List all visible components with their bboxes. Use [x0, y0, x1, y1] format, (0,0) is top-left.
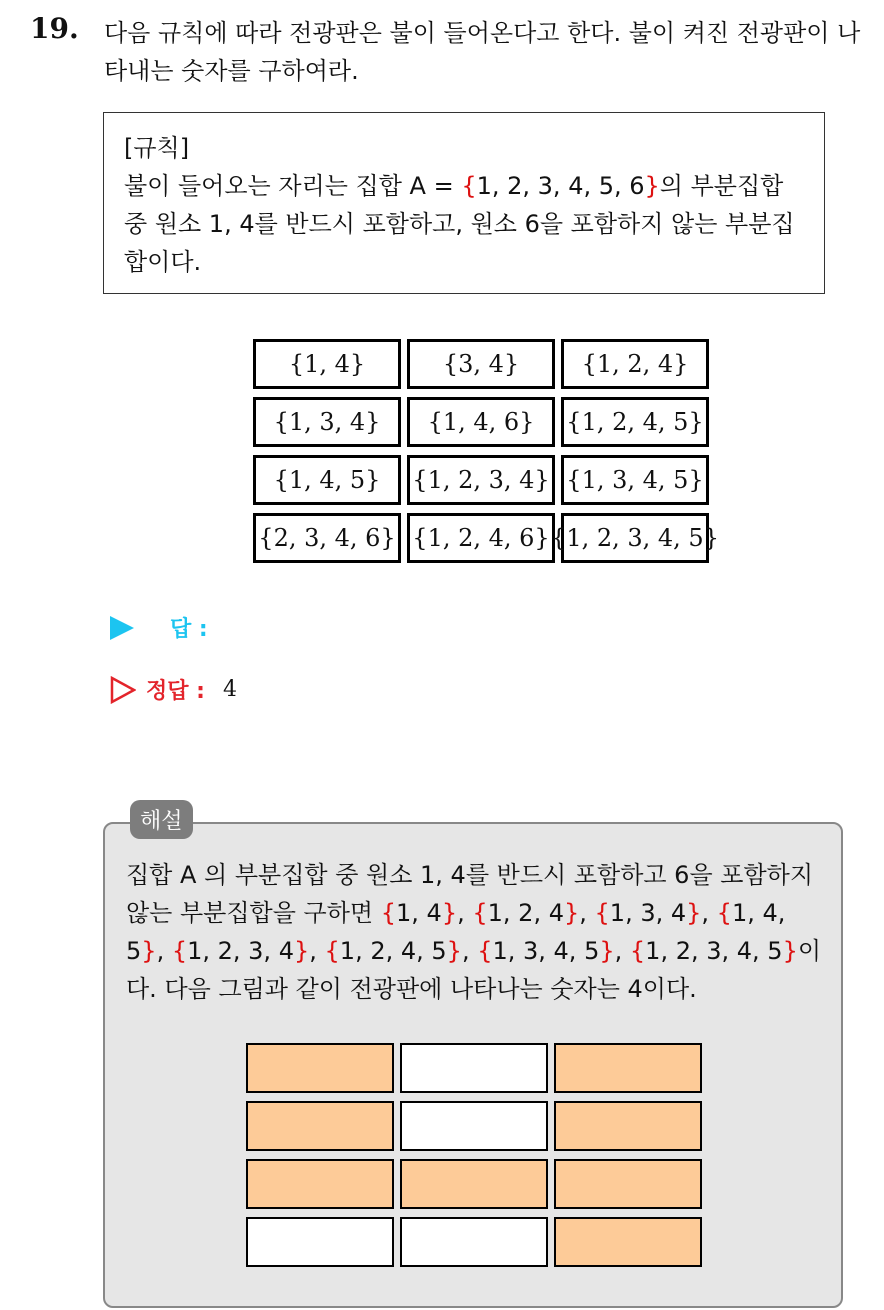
question-number: 19.	[30, 12, 79, 45]
solution-tag: 해설	[130, 800, 193, 839]
answer-label: 답 :	[170, 617, 208, 642]
solution-set: {1, 2, 4, 5}	[324, 937, 462, 965]
board-cell: {2, 3, 4, 6}	[253, 513, 401, 563]
lit-cell	[554, 1101, 702, 1151]
lit-board-grid	[246, 1043, 702, 1267]
board-cell: {1, 4, 5}	[253, 455, 401, 505]
unlit-cell	[246, 1217, 394, 1267]
board-cell: {1, 4, 6}	[407, 397, 555, 447]
lit-cell	[246, 1043, 394, 1093]
solution-set: {1, 2, 3, 4}	[171, 937, 310, 965]
hollow-triangle-icon	[110, 676, 136, 704]
unlit-cell	[400, 1043, 548, 1093]
unlit-cell	[400, 1101, 548, 1151]
solution-set: {1, 4}	[380, 899, 458, 927]
board-cell: {1, 2, 4, 5}	[561, 397, 709, 447]
rule-text: 불이 들어오는 자리는 집합 A = {1, 2, 3, 4, 5, 6}의 부분집합 중 원소 1, 4를 반드시 포함하고, 원소 6을 포함하지 않는 부분집합이다.	[124, 172, 795, 276]
solution-set: {1, 3, 4}	[594, 899, 702, 927]
board-cell: {1, 3, 4}	[253, 397, 401, 447]
rule-box	[103, 112, 825, 294]
board-cell: {1, 2, 4}	[561, 339, 709, 389]
board-cell: {1, 2, 3, 4, 5}	[561, 513, 709, 563]
lit-cell	[246, 1101, 394, 1151]
solution-set: {1, 3, 4, 5}	[477, 937, 615, 965]
lit-cell	[554, 1217, 702, 1267]
lit-cell	[554, 1043, 702, 1093]
solution-set: {1, 2, 4}	[472, 899, 580, 927]
lit-cell	[246, 1159, 394, 1209]
correct-label: 정답 :	[146, 679, 205, 704]
question-text: 다음 규칙에 따라 전광판은 불이 들어온다고 한다. 불이 켜진 전광판이 나타내는 숫자를 구하여라.	[104, 19, 861, 85]
board-cell: {1, 2, 3, 4}	[407, 455, 555, 505]
lit-cell	[554, 1159, 702, 1209]
board-cell: {1, 4}	[253, 339, 401, 389]
solution-set: {1, 4, 5}	[126, 899, 786, 965]
rule-title: [규칙]	[124, 134, 190, 162]
display-board-grid	[253, 339, 719, 563]
unlit-cell	[400, 1217, 548, 1267]
solution-text: 집합 A 의 부분집합 중 원소 1, 4를 반드시 포함하고 6을 포함하지 않는 부분집합을 구하면 {1, 4}, {1, 2, 4}, {1, 3, 4}, {1, 4, 5}, {1, 2, 3, 4}, {1, 2, 4, 5}, {1, 3, 4, 5}, {1, 2, 3, 4, 5}이다. 다음 그림과 같이 전광판에 나타나는 숫자는 4이다.	[126, 861, 822, 1003]
correct-value: 4	[222, 677, 237, 702]
solution-set: {1, 2, 3, 4, 5}	[629, 937, 798, 965]
board-cell: {3, 4}	[407, 339, 555, 389]
answer-row	[110, 612, 208, 643]
answer-triangle-icon	[110, 616, 134, 640]
lit-cell	[400, 1159, 548, 1209]
correct-answer-row	[110, 674, 237, 705]
board-cell: {1, 2, 4, 6}	[407, 513, 555, 563]
board-cell: {1, 3, 4, 5}	[561, 455, 709, 505]
